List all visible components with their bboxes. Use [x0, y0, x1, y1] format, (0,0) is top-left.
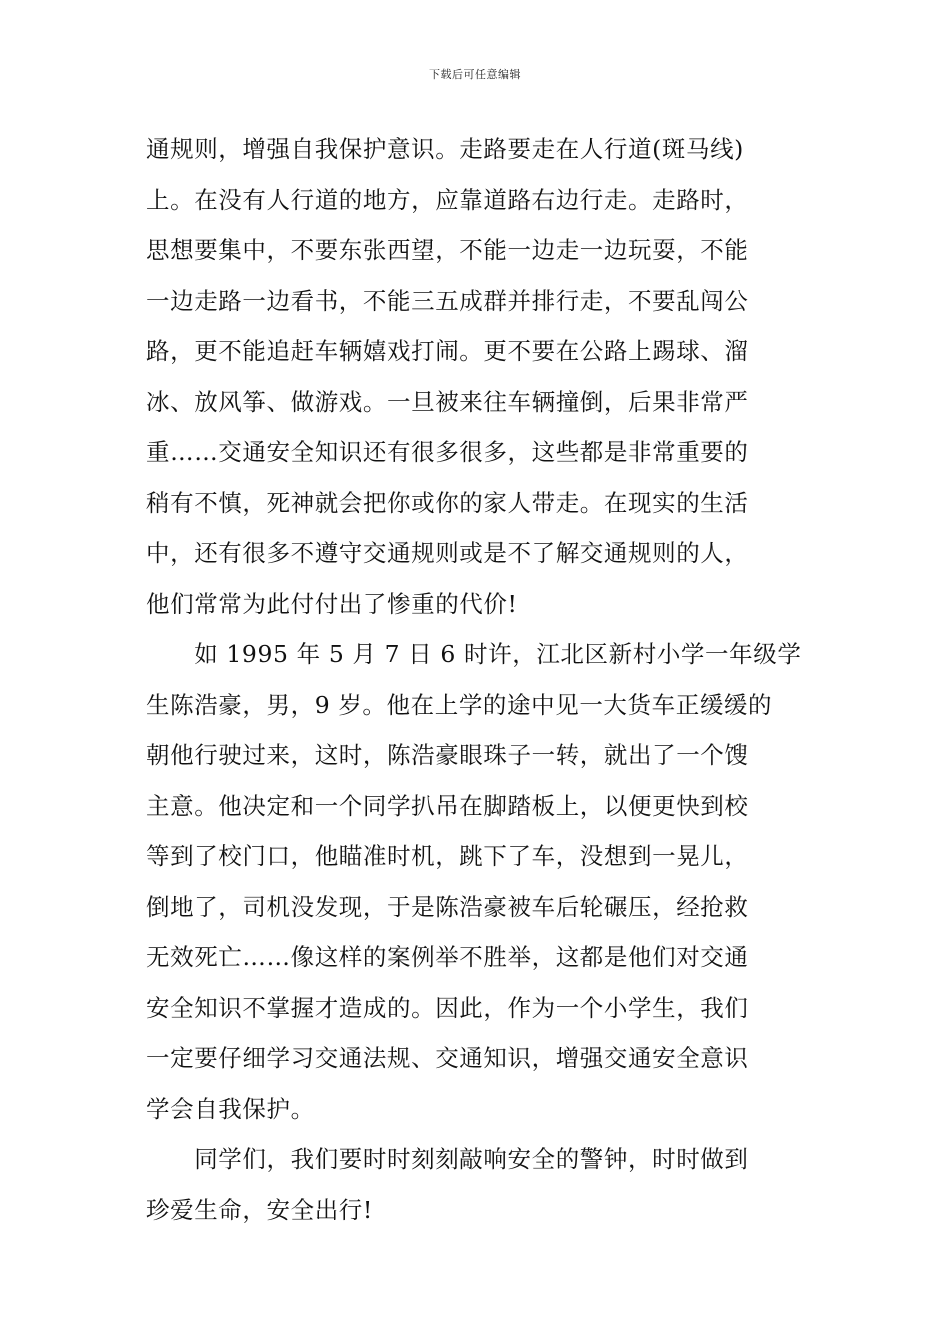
text-line: 如 1995 年 5 月 7 日 6 时许，江北区新村小学一年级学 — [146, 640, 802, 668]
text-line: 同学们，我们要时时刻刻敲响安全的警钟，时时做到 — [146, 1145, 749, 1173]
text-line: 安全知识不掌握才造成的。因此，作为一个小学生，我们 — [146, 993, 749, 1022]
article-body — [146, 124, 810, 1235]
text-line: 重……交通安全知识还有很多很多，这些都是非常重要的 — [146, 438, 749, 466]
text-line: 他们常常为此付付出了惨重的代价! — [146, 589, 518, 618]
text-line: 通规则，增强自我保护意识。走路要走在人行道(斑马线) — [146, 135, 744, 163]
text-line: 生陈浩豪，男，9 岁。他在上学的途中见一大货车正缓缓的 — [146, 690, 773, 719]
text-line: 一边走路一边看书，不能三五成群并排行走，不要乱闯公 — [146, 286, 749, 315]
text-line: 稍有不慎，死神就会把你或你的家人带走。在现实的生活 — [146, 488, 749, 517]
page-header: 下载后可任意编辑 — [429, 68, 521, 81]
text-line: 等到了校门口，他瞄准时机，跳下了车，没想到一晃儿， — [146, 842, 749, 870]
text-line: 无效死亡……像这样的案例举不胜举，这都是他们对交通 — [146, 943, 749, 971]
text-line: 珍爱生命，安全出行! — [146, 1195, 373, 1224]
text-line: 一定要仔细学习交通法规、交通知识，增强交通安全意识 — [146, 1044, 749, 1072]
text-line: 上。在没有人行道的地方，应靠道路右边行走。走路时， — [146, 185, 749, 214]
text-line: 朝他行驶过来，这时，陈浩豪眼珠子一转，就出了一个馊 — [146, 741, 749, 769]
text-line: 冰、放风筝、做游戏。一旦被来往车辆撞倒，后果非常严 — [146, 387, 749, 416]
text-line: 中，还有很多不遵守交通规则或是不了解交通规则的人， — [146, 539, 749, 567]
text-line: 学会自我保护。 — [146, 1094, 315, 1123]
text-line: 思想要集中，不要东张西望，不能一边走一边玩耍，不能 — [146, 236, 749, 264]
text-line: 主意。他决定和一个同学扒吊在脚踏板上，以便更快到校 — [146, 791, 749, 820]
text-line: 路，更不能追赶车辆嬉戏打闹。更不要在公路上踢球、溜 — [146, 337, 749, 365]
text-line: 倒地了，司机没发现，于是陈浩豪被车后轮碾压，经抢救 — [146, 892, 749, 921]
